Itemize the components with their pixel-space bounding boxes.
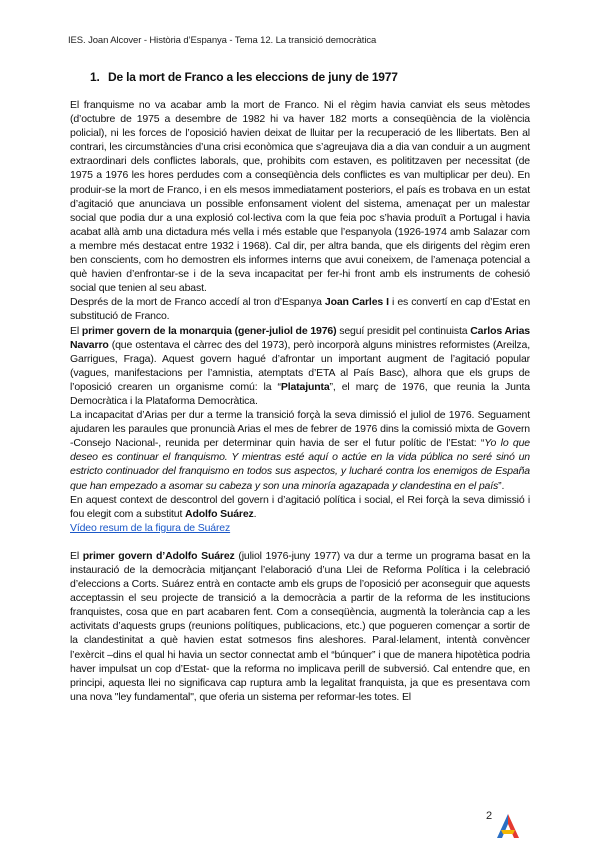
- bold-run: Adolfo Suárez: [185, 507, 254, 520]
- school-logo-icon: [495, 812, 521, 840]
- paragraph-2: [70, 295, 530, 323]
- text-run: i es convertí en cap d’Estat en substitució de Franco.: [70, 296, 531, 323]
- paragraph-6: [70, 549, 530, 704]
- video-link-line: [70, 521, 530, 535]
- text-run: Després de la mort de Franco accedí al tron d’Espanya: [70, 296, 325, 309]
- paragraph-3: [70, 324, 530, 409]
- page-header: IES. Joan Alcover - Història d’Espanya - Tema 12. La transició democràtica: [68, 35, 377, 46]
- page-number: 2: [486, 810, 493, 822]
- section-number: 1.: [90, 70, 100, 84]
- text-run: ”.: [498, 479, 505, 492]
- bold-run: Platajunta: [280, 380, 330, 393]
- section-title: De la mort de Franco a les eleccions de juny de 1977: [108, 70, 398, 84]
- text-run: El: [70, 324, 82, 337]
- paragraph-1: El franquisme no va acabar amb la mort de Franco. Ni el règim havia canviat els seus mètodes (d’octubre de 1975 a desembre de 1982 hi va haver 182 morts a conseqüència de la violència policial), ni les forces de l’oposició havien deixat de lluitar per la recuperació de les llibertats. Ben al contrari, les circumstàncies d’una crisi econòmica que s’agreujava dia a dia van conduir a un augment extraordinari dels conflictes laborals, que, prohibits com estaven, es polititzaven per necessitat (de 1975 a 1976 les hores perdudes com a conseqüència dels conflictes es van multiplicar per deu). En produir-se la mort de Franco, i en els mesos immediatament posteriors, el país es trobava en un estat d’agitació que anunciava un possible enfonsament violent del sistema, amenaçat per un malestar social que podia dur a una explosió col·lectiva com la que feia poc s’havia produït a Portugal i havia acabat allà amb una dictadura més vella i més estable que l’espanyola (1926-1974 amb Salazar com a membre més destacat entre 1932 i 1968). Cal dir, per altra banda, que els dirigents del règim eren ben conscients, com ho demostren els informes interns que avui coneixem, de l’amenaça potencial a què havien d’enfrontar-se i de la seva incapacitat per fer-hi front amb els instruments de cohesió social que tenien al seu abast.: [70, 99, 530, 295]
- bold-run: primer govern d’Adolfo Suárez: [82, 549, 235, 562]
- bold-run: primer govern de la monarquia (gener-juliol de 1976): [81, 324, 337, 337]
- text-run: El: [70, 549, 83, 562]
- text-run: (que ostentava el càrrec des del 1973), però incorporà alguns ministres reformistes (Areilza, Garrigues, Fraga). Aquest govern hagué d’afrontar un important augment de l’agitació popular (vagues, manifestacions per l’amnistia, atemptats d’ETA al País Basc), alhora que els grups de l’oposició crearen un organisme comú: la “: [70, 338, 530, 393]
- document-body: [70, 98, 530, 704]
- text-run: La incapacitat d’Arias per dur a terme la transició forçà la seva dimissió el juliol de 1976. Seguament ajudaren les paraules que pronuncià Arias el mes de febrer de 1976 dins la comissió mixta de Govern -Consejo Nacional-, reunida per determinar quin havia de ser el futur polític de l’Estat: “: [70, 409, 530, 450]
- paragraph-5: [70, 493, 530, 521]
- video-link[interactable]: Vídeo resum de la figura de Suárez: [70, 521, 231, 534]
- text-run: (juliol 1976-juny 1977) va dur a terme un programa basat en la instauració de la democràcia mitjançant l’elaboració d’una Llei de Reforma Política i la celebració d’eleccions a Corts. Suárez entrà en contacte amb els grups de l’oposició per aconseguir que aquests acceptassin el seu projecte de transició a la democràcia a partir de la reforma de les institucions franquistes, cosa que en part acabaren fent. Com a conseqüència, augmentà la tolerància cap a les activitats d’aquests grups (reunions polítiques, publicacions, etc.) que pogueren començar a sortir de la clandestinitat a què havien estat sotmesos fins aleshores. Paral·lelament, intentà convèncer l’exèrcit –dins el qual hi havia un sector connectat amb el “búnquer” i que de manera hipotètica podria haver impulsat un cop d’Estat- que la reforma no implicava perill de subversió. Cal entendre que, en principi, aquesta llei no significava cap ruptura amb la legalitat franquista, ja que es presentava com una nova "ley fundamental", que oferia un sistema per reformar-les totes. El: [70, 549, 531, 703]
- bold-run: Joan Carles I: [324, 296, 389, 309]
- text-run: En aquest context de descontrol del govern i d’agitació política i social, el Rei forçà la seva dimissió i fou elegit com a substitut: [70, 493, 530, 520]
- section-heading: [90, 70, 530, 84]
- bold-run: Carlos Arias Navarro: [70, 324, 530, 351]
- text-run: seguí presidit pel continuista: [336, 324, 471, 337]
- text-run: .: [253, 507, 257, 520]
- quote-run: Yo lo que deseo es continuar el franquismo. Y mientras esté aquí o actúe en la vida pública no seré sinó un estricto continuador del franquismo en todos sus aspectos, y lucharé contra los enemigos de España que han empezado a asomar su cabeza y son una minoría agazapada y clandestina en el país: [70, 437, 530, 492]
- text-run: ”, el març de 1976, que reunia la Junta Democràtica i la Plataforma Democràtica.: [70, 380, 530, 407]
- paragraph-4: [70, 408, 530, 493]
